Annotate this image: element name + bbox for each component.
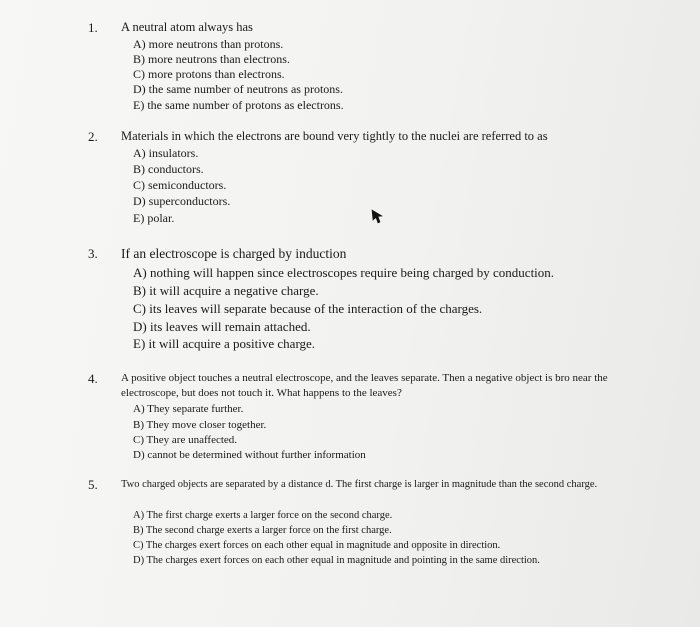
option-c: C) more protons than electrons. bbox=[133, 67, 285, 81]
question-stem: A neutral atom always has bbox=[121, 20, 253, 34]
option-b: B) They move closer together. bbox=[133, 419, 267, 431]
option-e: E) it will acquire a positive charge. bbox=[133, 336, 316, 351]
option-b: B) conductors. bbox=[133, 162, 204, 176]
option-d: D) superconductors. bbox=[133, 194, 231, 208]
question-number: 5. bbox=[88, 477, 98, 492]
option-b: B) more neutrons than electrons. bbox=[133, 52, 290, 66]
option-b: B) The second charge exerts a larger force on the first charge. bbox=[133, 525, 392, 536]
question-stem: A positive object touches a neutral electroscope, and the leaves separate. Then a negative object is bro near the electroscope, but does not touch it. What happens to the leaves? bbox=[121, 372, 608, 399]
option-d: D) The charges exert forces on each other equal in magnitude and pointing in the same direction. bbox=[133, 555, 540, 566]
option-a: A) more neutrons than protons. bbox=[133, 37, 284, 51]
mouse-cursor-icon bbox=[370, 208, 384, 224]
option-c: C) semiconductors. bbox=[133, 178, 227, 192]
option-c: C) They are unaffected. bbox=[133, 434, 238, 446]
question-number: 3. bbox=[88, 246, 98, 261]
question-stem: Materials in which the electrons are bound very tightly to the nuclei are referred to as bbox=[121, 129, 548, 143]
option-a: A) The first charge exerts a larger force on the second charge. bbox=[133, 510, 393, 521]
option-a: A) insulators. bbox=[133, 146, 199, 160]
option-d: D) cannot be determined without further information bbox=[133, 449, 366, 461]
option-a: A) nothing will happen since electroscopes require being charged by conduction. bbox=[133, 265, 555, 280]
option-c: C) The charges exert forces on each other equal in magnitude and opposite in direction. bbox=[133, 540, 501, 551]
option-d: D) the same number of neutrons as protons. bbox=[133, 82, 343, 96]
option-e: E) the same number of protons as electrons. bbox=[133, 98, 344, 112]
question-stem: Two charged objects are separated by a distance d. The first charge is larger in magnitude than the second charge. bbox=[121, 479, 598, 490]
option-b: B) it will acquire a negative charge. bbox=[133, 283, 319, 298]
question-number: 2. bbox=[88, 129, 98, 144]
question-stem: If an electroscope is charged by induction bbox=[121, 246, 347, 261]
option-a: A) They separate further. bbox=[133, 403, 244, 415]
question-number: 4. bbox=[88, 371, 98, 386]
option-e: E) polar. bbox=[133, 211, 175, 225]
option-c: C) its leaves will separate because of the interaction of the charges. bbox=[133, 301, 483, 316]
option-d: D) its leaves will remain attached. bbox=[133, 319, 311, 334]
question-number: 1. bbox=[88, 20, 98, 35]
